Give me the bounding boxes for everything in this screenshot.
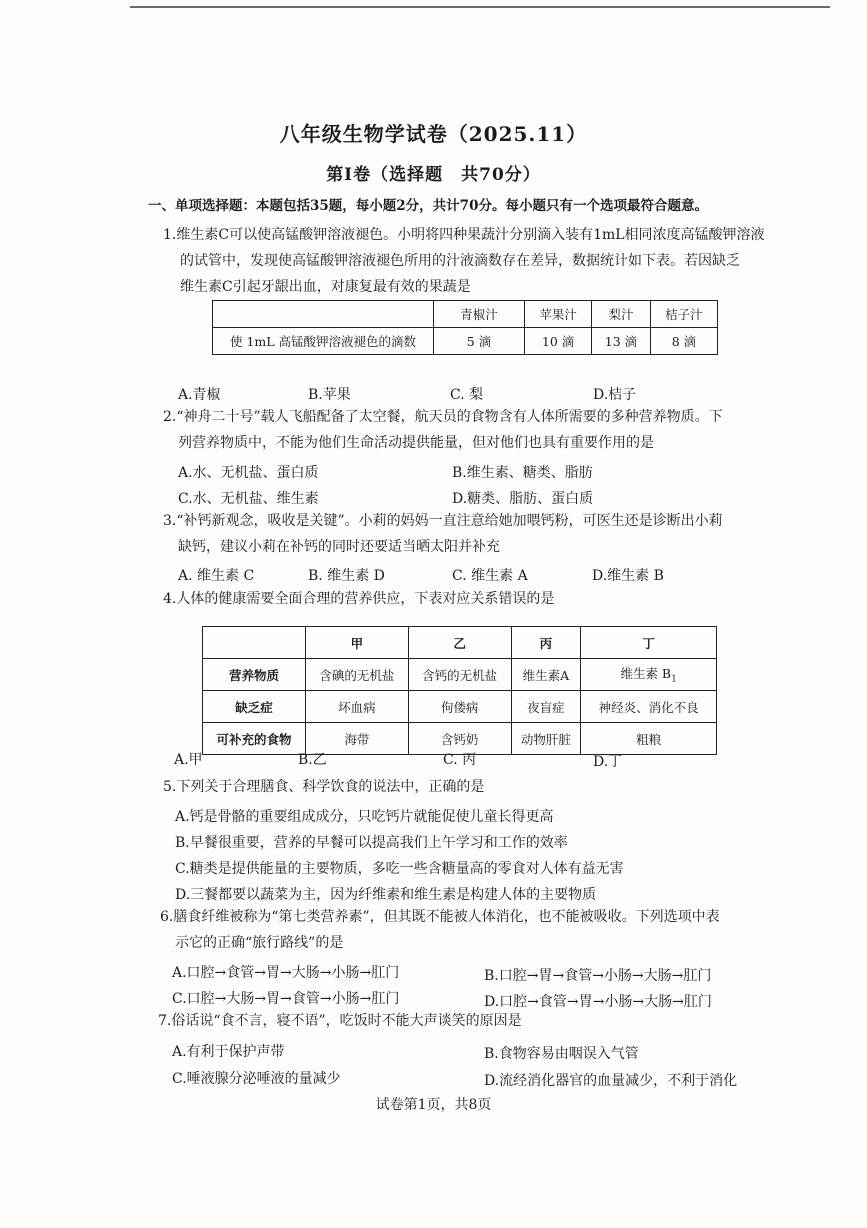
subscript: 1 [671,674,677,685]
question-5-option-b: B.早餐很重要，营养的早餐可以提高我们上午学习和工作的效率 [175,835,568,851]
question-7-option-d: D.流经消化器官的血量减少，不利于消化 [484,1073,738,1089]
table-cell-vitamin-b1 [581,659,717,691]
table-cell: 神经炎、消化不良 [581,691,717,723]
question-2-line-2: 列营养物质中，不能为他们生命活动提供能量，但对他们也具有重要作用的是 [178,435,654,451]
question-4-option-a: A.甲 [174,752,203,768]
question-1-option-c: C. 梨 [450,387,484,403]
table-row [213,328,718,355]
table-header-cell: 桔子汁 [650,301,717,328]
table-row [203,691,717,723]
table-row-label: 使 1mL 高锰酸钾溶液褪色的滴数 [213,328,434,355]
table-header-cell: 青椒汁 [434,301,525,328]
question-2-option-b: B.维生素、糖类、脂肪 [452,465,593,481]
question-2-line-1: 2.“神舟二十号”载人飞船配备了太空餐，航天员的食物含有人体所需要的多种营养物质。下 [163,409,723,425]
table-cell: 5 滴 [434,328,525,355]
table-cell: 8 滴 [650,328,717,355]
question-3-option-c: C. 维生素 A [452,568,528,584]
question-3-option-d: D.维生素 B [592,568,664,584]
top-border-line [130,6,830,8]
table-cell [203,627,306,659]
question-7-option-a: A.有利于保护声带 [172,1044,285,1060]
question-1-line-3: 维生素C引起牙龈出血，对康复最有效的果蔬是 [180,279,471,295]
table-cell: 含钙的无机盐 [408,659,511,691]
question-5-option-a: A.钙是骨骼的重要组成成分，只吃钙片就能促使儿童长得更高 [175,809,554,825]
question-1-option-d: D.桔子 [593,387,637,403]
question-3-line-2: 缺钙，建议小莉在补钙的同时还要适当晒太阳并补充 [178,539,500,555]
table-cell: 粗粮 [581,723,717,755]
exam-subtitle: 第Ⅰ卷（选择题 共70分） [326,165,541,185]
table-row-label: 缺乏症 [203,691,306,723]
table-cell: 海带 [306,723,409,755]
table-cell: 含碘的无机盐 [306,659,409,691]
table-cell: 夜盲症 [511,691,581,723]
table-cell-text: 维生素 B [620,666,672,682]
question-7-option-b: B.食物容易由咽误入气管 [484,1046,639,1062]
table-header-cell: 丙 [511,627,581,659]
question-6-option-c: C.口腔→大肠→胃→食管→小肠→肛门 [172,991,400,1007]
question-6-option-b: B.口腔→胃→食管→小肠→大肠→肛门 [484,968,712,984]
table-row [203,627,717,659]
table-header-cell: 甲 [306,627,409,659]
question-1-option-b: B.苹果 [308,387,351,403]
question-4-option-c: C. 丙 [443,752,477,768]
question-6-line-2: 示它的正确“旅行路线”的是 [175,935,344,951]
question-5-option-c: C.糖类是提供能量的主要物质，多吃一些含糖量高的零食对人体有益无害 [175,861,624,877]
table-row-label: 可补充的食物 [203,723,306,755]
question-4-table [202,626,717,755]
question-3-line-1: 3.“补钙新观念，吸收是关键”。小莉的妈妈一直注意给她加喂钙粉，可医生还是诊断出小莉 [163,513,723,529]
table-cell: 维生素A [511,659,581,691]
section-heading: 一、单项选择题：本题包括35题，每小题2分，共计70分。每小题只有一个选项最符合题意。 [148,198,708,214]
question-1-table [212,300,718,355]
table-cell [213,301,434,328]
table-cell: 10 滴 [525,328,592,355]
question-7-stem: 7.俗话说“食不言，寝不语”，吃饭时不能大声谈笑的原因是 [158,1013,522,1029]
table-row [203,659,717,691]
question-6-option-a: A.口腔→食管→胃→大肠→小肠→肛门 [172,965,400,981]
question-5-option-d: D.三餐都要以蔬菜为主，因为纤维素和维生素是构建人体的主要物质 [175,887,597,903]
table-row-label: 营养物质 [203,659,306,691]
table-cell: 13 滴 [592,328,651,355]
question-1-line-1: 1.维生素C可以使高锰酸钾溶液褪色。小明将四种果蔬汁分别滴入装有1mL相同浓度高锰酸钾溶液 [163,227,765,243]
question-4-option-b: B.乙 [298,752,327,768]
question-3-option-a: A. 维生素 C [178,568,255,584]
question-4-stem: 4.人体的健康需要全面合理的营养供应，下表对应关系错误的是 [163,591,555,607]
table-cell: 动物肝脏 [511,723,581,755]
question-1-option-a: A.青椒 [178,387,221,403]
question-2-option-c: C.水、无机盐、维生素 [178,491,319,507]
question-2-option-d: D.糖类、脂肪、蛋白质 [452,491,594,507]
question-2-option-a: A.水、无机盐、蛋白质 [178,465,319,481]
table-header-cell: 丁 [581,627,717,659]
table-header-cell: 苹果汁 [525,301,592,328]
table-cell: 佝偻病 [408,691,511,723]
exam-title: 八年级生物学试卷（2025.11） [279,122,588,146]
question-6-line-1: 6.膳食纤维被称为“第七类营养素”，但其既不能被人体消化，也不能被吸收。下列选项中表 [160,909,720,925]
page-footer: 试卷第1页，共8页 [375,1097,492,1113]
table-cell: 坏血病 [306,691,409,723]
table-cell: 含钙奶 [408,723,511,755]
question-7-option-c: C.唾液腺分泌唾液的量减少 [172,1071,341,1087]
question-4-option-d: D.丁 [593,754,623,770]
table-row [213,301,718,328]
question-6-option-d: D.口腔→食管→胃→小肠→大肠→肛门 [484,994,712,1010]
table-header-cell: 乙 [408,627,511,659]
table-header-cell: 梨汁 [592,301,651,328]
question-5-stem: 5.下列关于合理膳食、科学饮食的说法中，正确的是 [163,779,485,795]
question-3-option-b: B. 维生素 D [308,568,385,584]
question-1-line-2: 的试管中，发现使高锰酸钾溶液褪色所用的汁液滴数存在差异，数据统计如下表。若因缺乏 [180,253,740,269]
